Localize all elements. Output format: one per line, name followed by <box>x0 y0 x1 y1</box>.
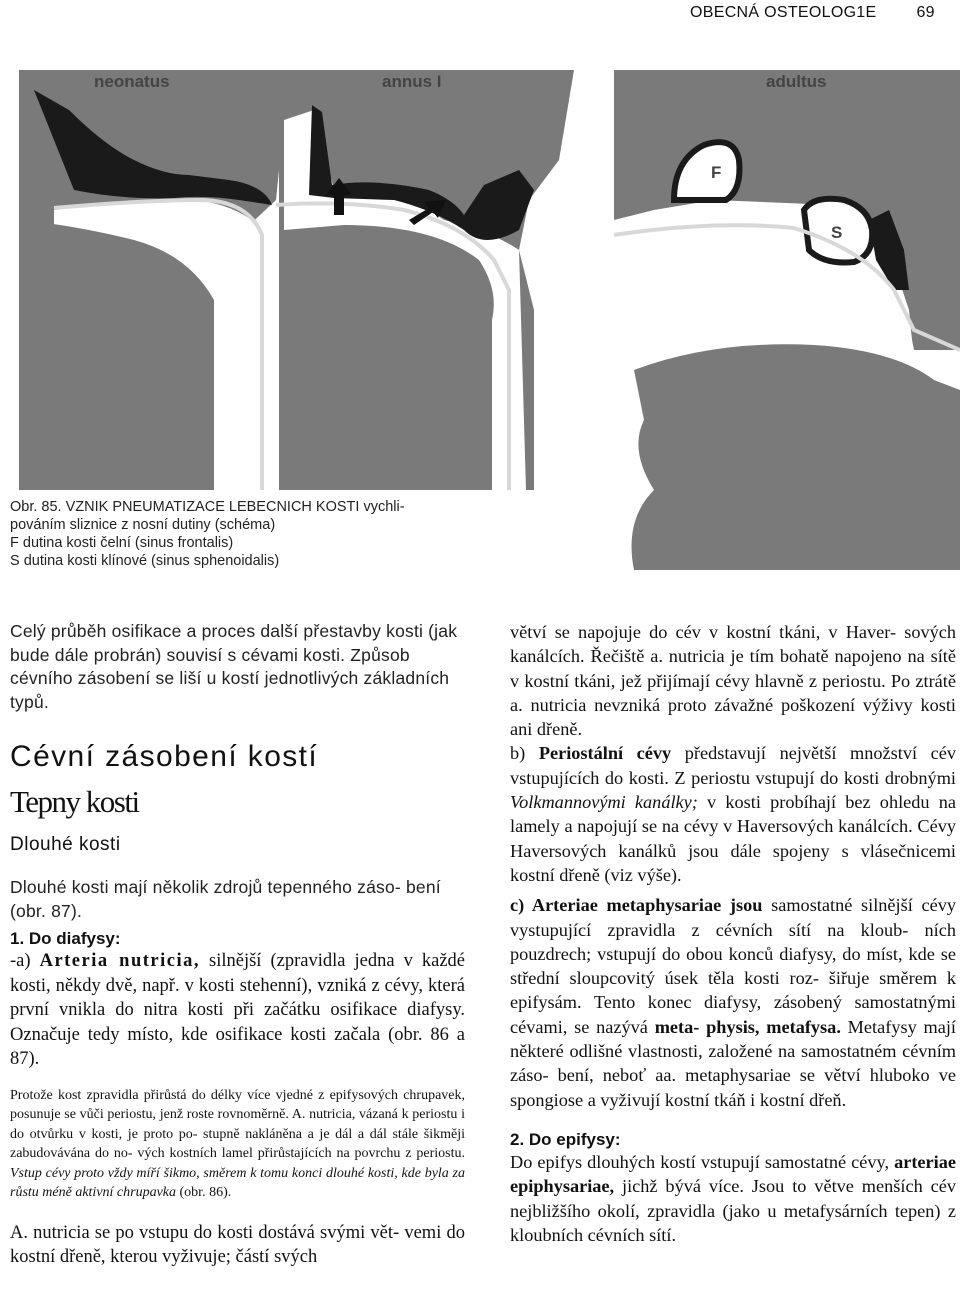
caption-line: F dutina kosti čelní (sinus frontalis) <box>10 535 234 551</box>
term: Arteria nutricia, <box>39 951 200 971</box>
mark-frontal: F <box>711 163 722 182</box>
figure-pneumatization <box>14 50 960 570</box>
lower-tissue-annus <box>284 225 494 490</box>
running-header <box>690 4 935 22</box>
small-text: Protože kost zpravidla přirůstá do délky více vjedné z epifysových chrupavek, posunuje se vůči periostu, jenž roste rovnoměrně. A. nutricia, vázaná k periostu i do otvůrku v kosti, je proto po- stupně nakláněna a je dál a dál stále šikměji zabudovávána do no- vých kostních lamel přirůstajících na povrchu z periostu. <box>10 1087 465 1161</box>
intro-paragraph: Celý průběh osifikace a proces další přestavby kosti (jak bude dále probrán) souvisí s cévami kosti. Způsob cévního zásobení se liší u kostí jednotlivých základních typů. <box>10 621 458 712</box>
caption-line: S dutina kosti klínové (sinus sphenoidalis) <box>10 553 280 569</box>
small-end: (obr. 86). <box>176 1185 232 1200</box>
caption-line: Obr. 85. VZNIK PNEUMATIZACE LEBECNICH KOSTI vychli- <box>10 499 405 515</box>
label-adultus: adultus <box>766 72 827 91</box>
subsubsection-heading: Dlouhé kosti <box>10 834 121 855</box>
paragraph: Dlouhé kosti mají několik zdrojů tepenného záso- bení (obr. 87). <box>10 877 441 921</box>
term: Periostální cévy <box>538 743 672 764</box>
paragraph-last: A. nutricia se po vstupu do kosti dostává svými vět- vemi do kostní dřeně, kterou vyživuje; částí svých <box>10 1222 465 1267</box>
paragraph-text: silnější (zpravidla jedna v každé kosti, někdy dvě, např. v kosti stehenní), vzniká z cévy, která první vnikla do nitra kosti při začátku osifikace diafysy. Označuje tedy místo, kde osifikace kosti začala (obr. 86 a 87). <box>10 951 465 1069</box>
item-prefix: -a) <box>10 951 40 971</box>
list-heading: 2. Do epifysy: <box>510 1129 621 1149</box>
paragraph-c <box>510 893 956 1112</box>
figure-caption <box>10 498 430 570</box>
list-heading: 1. Do diafysy: <box>10 929 121 948</box>
small-print <box>10 1086 465 1203</box>
paragraph: větví se napojuje do cév v kostní tkáni, v Haver- sových kanálcích. Řečiště a. nutricia je tím bohatě napojeno na sítě v kostní tkáni, jež přijímají cévy hlavně z periostu. Po ztrátě a. nutricia nevzniká proto závažné poškození výživy kosti ani dřeně. <box>510 622 956 740</box>
panel-adultus <box>614 70 960 570</box>
paragraph-a <box>10 949 465 1072</box>
paragraph-text: představují největší množství cév vstupujících do kosti. Z periostu vstupují do kosti drobnými <box>510 743 956 788</box>
term: meta- physis, metafysa. <box>654 1016 841 1037</box>
right-column <box>510 620 956 1247</box>
item-prefix: b) <box>510 743 539 764</box>
paragraph-text: v kosti probíhají bez ohledu na lamely a napojují se na cévy v Haversových kanálcích. Cévy Haversových kanálků jsou dále spojeny s vlásečnicemi kostní dřeně (viz výše). <box>510 792 956 885</box>
panel-annus <box>276 70 574 490</box>
label-annus: annus I <box>382 72 442 91</box>
caption-line: pováním sliznice z nosní dutiny (schéma) <box>10 517 276 533</box>
left-column <box>10 620 465 1270</box>
paragraph-text: jichž bývá více. Jsou to větve menších cév nejbližšího okolí, zpravidla (jako u metafysárních tepen) z kloubních cévních sítí. <box>510 1176 956 1245</box>
small-italic: Vstup cévy proto vždy míří šikmo, směrem k tomu konci dlouhé kosti, kde byla za růstu méně aktivní chrupavka <box>10 1165 465 1200</box>
page-number: 69 <box>916 4 935 21</box>
label-neonatus: neonatus <box>94 72 170 91</box>
term: arteriae epiphysariae, <box>510 1151 956 1197</box>
term: c) Arteriae metaphysariae jsou <box>510 895 763 916</box>
term-italic: Volkmannovými kanálky; <box>510 792 698 813</box>
paragraph-text: Do epifys dlouhých kostí vstupují samostatné cévy, <box>510 1151 895 1172</box>
paragraph-epifysy <box>510 1150 956 1247</box>
paragraph-text: Metafysy mají některé odlišné vlastnosti, založené na samostatném cévním záso- bení, neboť aa. metaphysariae se větví hluboko ve spongiose a vyživují kostní tkáň i kostní dřeň. <box>510 1016 956 1110</box>
header-title: OBECNÁ OSTEOLOG1E <box>690 4 877 21</box>
panel-neonatus <box>19 70 289 490</box>
mark-sphenoid: S <box>831 223 843 242</box>
section-heading: Cévní zásobení kostí <box>10 740 319 773</box>
lower-tissue-adultus <box>632 344 960 570</box>
paragraph-text: samostatné silnější cévy vystupující zpravidla z cévních sítí na kloub- ních pouzdrech; vstupují do obou konců diafysy, do míst, kde se střední sloupcovitý úsek těla kosti roz- šiřuje směrem k epifysám. Tento konec diafysy, zásobený samostatnými cévami, se nazývá <box>510 895 956 1037</box>
paragraph-b <box>510 741 956 887</box>
subsection-heading: Tepny kosti <box>10 784 139 819</box>
